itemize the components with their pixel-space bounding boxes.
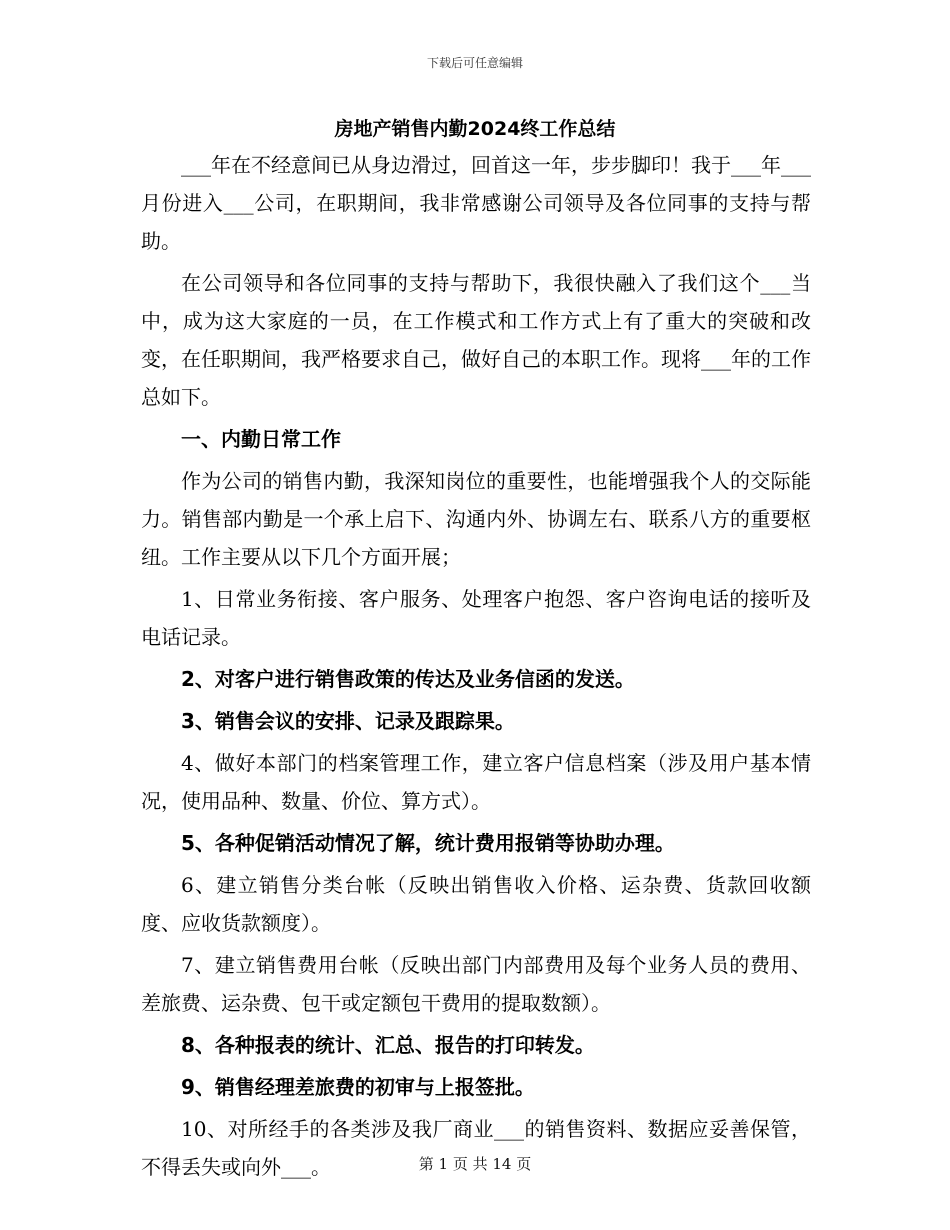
- paragraph: 10、对所经手的各类涉及我厂商业___的销售资料、数据应妥善保管，不得丢失或向外___。: [141, 1117, 811, 1179]
- document-body: [141, 146, 811, 1190]
- section-heading: 3、销售会议的安排、记录及跟踪果。: [181, 709, 515, 733]
- paragraph: ___年在不经意间已从身边滑过，回首这一年，步步脚印！我于___年___月份进入___公司，在职期间，我非常感谢公司领导及各位同事的支持与帮助。: [141, 153, 811, 253]
- page-footer: 第 1 页 共 14 页: [418, 1155, 532, 1173]
- paragraph: 作为公司的销售内勤，我深知岗位的重要性，也能增强我个人的交际能力。销售部内勤是一个承上启下、沟通内外、协调左右、联系八方的重要枢纽。工作主要从以下几个方面开展；: [141, 469, 811, 569]
- section-heading: 8、各种报表的统计、汇总、报告的打印转发。: [181, 1033, 595, 1057]
- paragraph: 6、建立销售分类台帐（反映出销售收入价格、运杂费、货款回收额度、应收货款额度）。: [141, 873, 811, 935]
- section-heading: 2、对客户进行销售政策的传达及业务信函的发送。: [181, 667, 635, 691]
- section-heading: 9、销售经理差旅费的初审与上报签批。: [181, 1075, 535, 1099]
- section-heading: 5、各种促销活动情况了解，统计费用报销等协助办理。: [181, 831, 675, 855]
- section-heading: 一、内勤日常工作: [181, 427, 341, 451]
- paragraph: 7、建立销售费用台帐（反映出部门内部费用及每个业务人员的费用、差旅费、运杂费、包干或定额包干费用的提取数额）。: [141, 953, 811, 1015]
- paragraph: 4、做好本部门的档案管理工作，建立客户信息档案（涉及用户基本情况，使用品种、数量、价位、算方式）。: [141, 751, 811, 813]
- paragraph: 1、日常业务衔接、客户服务、处理客户抱怨、客户咨询电话的接听及电话记录。: [141, 587, 811, 649]
- paragraph: 在公司领导和各位同事的支持与帮助下，我很快融入了我们这个___当中，成为这大家庭的一员，在工作模式和工作方式上有了重大的突破和改变，在任职期间，我严格要求自己，做好自己的本职工作。现将___年的工作总如下。: [141, 271, 811, 409]
- document-title: 房地产销售内勤2024终工作总结: [334, 118, 616, 140]
- header-note: 下载后可任意编辑: [426, 56, 523, 70]
